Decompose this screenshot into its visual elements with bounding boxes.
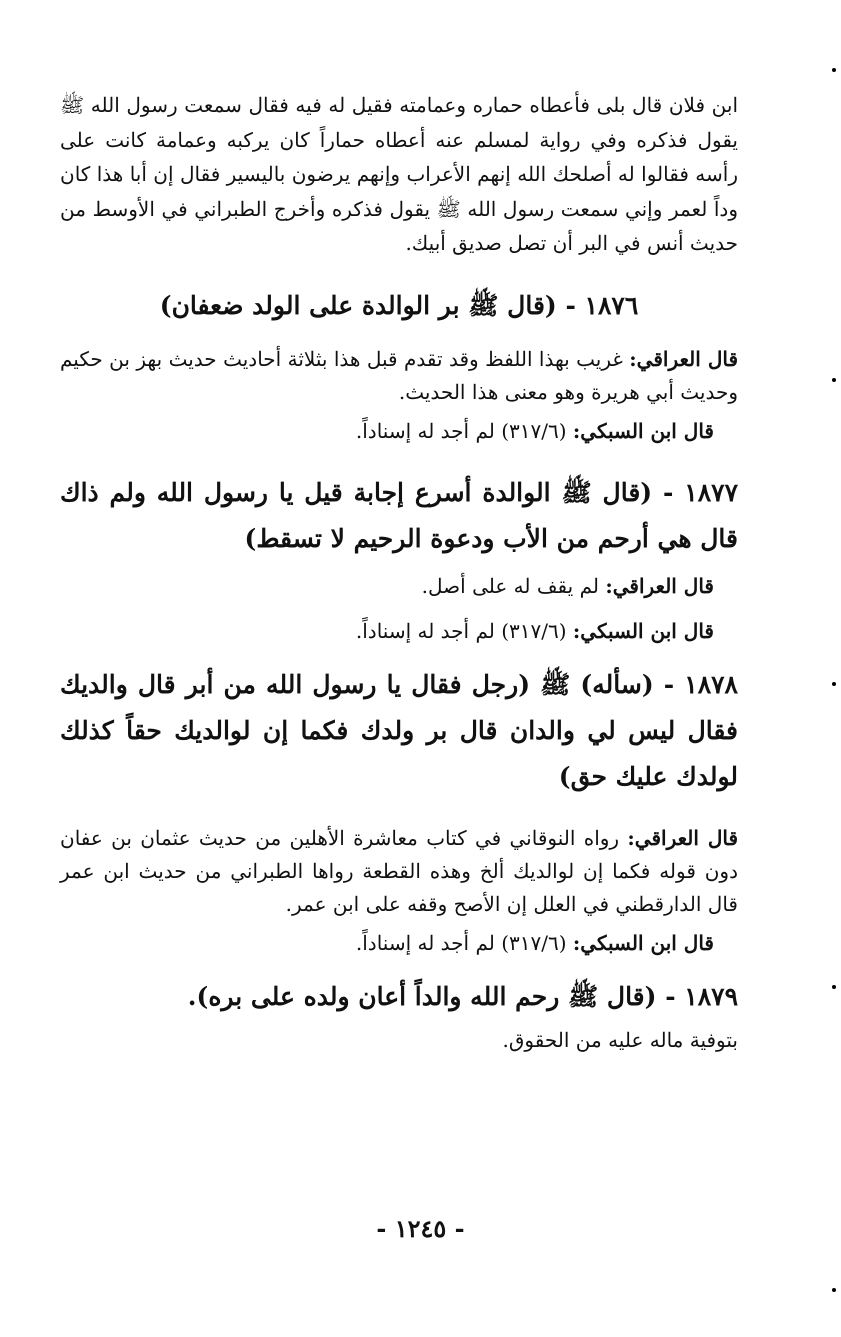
hadith-text: (قال ﷺ رحم الله والداً أعان ولده على بره).: [187, 981, 657, 1011]
subki-label: قال ابن السبكي:: [572, 618, 714, 643]
scan-mark: [832, 1288, 836, 1292]
subki-text: (٣١٧/٦) لم أجد له إسناداً.: [355, 418, 567, 443]
scan-mark: [832, 378, 836, 382]
scan-mark: [832, 682, 836, 686]
iraqi-label: قال العراقي:: [605, 573, 714, 598]
hadith-text: (قال ﷺ بر الوالدة على الولد ضعفان): [159, 290, 557, 320]
subki-commentary: [60, 927, 738, 960]
hadith-1877: [60, 470, 738, 562]
hadith-text: (قال ﷺ الوالدة أسرع إجابة قيل يا رسول الله ولم ذاك قال هي أرحم من الأب ودعوة الرحيم لا تسقط): [60, 477, 738, 553]
iraqi-commentary: [60, 822, 738, 921]
subki-text: (٣١٧/٦) لم أجد له إسناداً.: [355, 618, 567, 643]
iraqi-commentary: [60, 570, 738, 603]
hadith-1879: [60, 974, 738, 1020]
hadith-1878: [60, 662, 738, 800]
subki-label: قال ابن السبكي:: [572, 930, 714, 955]
scan-mark: [832, 68, 836, 72]
hadith-1876: [60, 283, 738, 329]
page-body: [60, 88, 738, 1057]
hadith-note: بتوفية ماله عليه من الحقوق.: [502, 1027, 738, 1052]
subki-label: قال ابن السبكي:: [572, 418, 714, 443]
hadith-number: ١٨٧٨ -: [663, 669, 738, 699]
iraqi-commentary: [60, 343, 738, 409]
hadith-number: ١٨٧٦ -: [565, 290, 639, 320]
subki-commentary: [60, 415, 738, 448]
hadith-text: (سأله) ﷺ (رجل فقال يا رسول الله من أبر قال والديك فقال ليس لي والدان قال بر ولدك فكما إن لوالديك حقاً كذلك لولدك عليك حق): [60, 669, 738, 791]
page-number: - ١٢٤٥ -: [376, 1214, 465, 1243]
intro-paragraph: ابن فلان قال بلى فأعطاه حماره وعمامته فقيل له فيه فقال سمعت رسول الله ﷺ يقول فذكره وفي رواية لمسلم عنه أعطاه حماراً كان يركبه وعمامة كانت على رأسه فقالوا له أصلحك الله إنهم الأعراب وإنهم يرضون باليسير فقال إن أبا هذا كان وداً لعمر وإني سمعت رسول الله ﷺ يقول فذكره وأخرج الطبراني في الأوسط من حديث أنس في البر أن تصل صديق أبيك.: [60, 93, 738, 255]
subki-text: (٣١٧/٦) لم أجد له إسناداً.: [355, 930, 567, 955]
iraqi-label: قال العراقي:: [627, 825, 739, 850]
scan-mark: [832, 985, 836, 989]
iraqi-text: غريب بهذا اللفظ وقد تقدم قبل هذا بثلاثة أحاديث حديث بهز بن حكيم وحديث أبي هريرة وهو معنى هذا الحديث.: [60, 346, 738, 404]
iraqi-text: رواه النوقاني في كتاب معاشرة الأهلين من حديث عثمان بن عفان دون قوله فكما إن لوالديك ألخ وهذه القطعة رواها الطبراني من حديث ابن عمر قال الدارقطني في العلل إن الأصح وقفه على ابن عمر.: [60, 825, 738, 916]
hadith-number: ١٨٧٩ -: [665, 981, 738, 1011]
subki-commentary: [60, 615, 738, 648]
hadith-number: ١٨٧٧ -: [663, 477, 738, 507]
iraqi-text: لم يقف له على أصل.: [421, 573, 599, 598]
iraqi-label: قال العراقي:: [629, 346, 739, 371]
